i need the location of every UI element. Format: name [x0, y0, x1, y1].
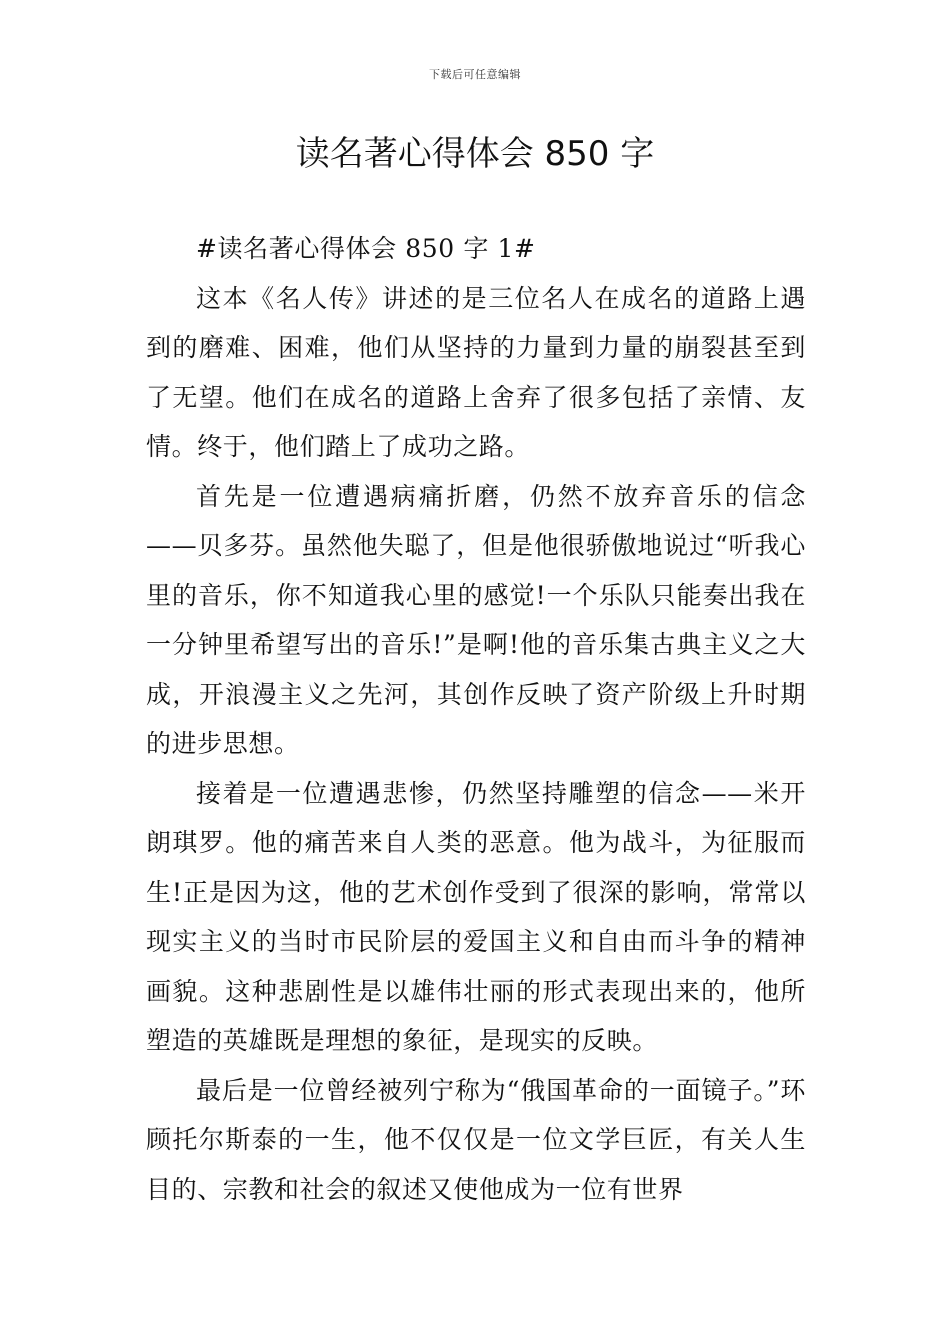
- paragraph-4: 最后是一位曾经被列宁称为“俄国革命的一面镜子。”环顾托尔斯泰的一生，他不仅仅是一位文学巨匠，有关人生目的、宗教和社会的叙述又使他成为一位有世界: [146, 1075, 806, 1204]
- paragraph-3: 接着是一位遭遇悲惨，仍然坚持雕塑的信念——米开朗琪罗。他的痛苦来自人类的恶意。他为战斗，为征服而生!正是因为这，他的艺术创作受到了很深的影响，常常以现实主义的当时市民阶层的爱国主义和自由而斗争的精神画貌。这种悲剧性是以雄伟壮丽的形式表现出来的，他所塑造的英雄既是理想的象征，是现实的反映。: [146, 778, 806, 1055]
- document-body: [146, 224, 806, 1214]
- paragraph-1: 这本《名人传》讲述的是三位名人在成名的道路上遇到的磨难、困难，他们从坚持的力量到力量的崩裂甚至到了无望。他们在成名的道路上舍弃了很多包括了亲情、友情。终于，他们踏上了成功之路。: [146, 283, 806, 461]
- paragraph-2: 首先是一位遭遇病痛折磨，仍然不放弃音乐的信念——贝多芬。虽然他失聪了，但是他很骄傲地说过“听我心里的音乐，你不知道我心里的感觉!一个乐队只能奏出我在一分钟里希望写出的音乐!”是啊!他的音乐集古典主义之大成，开浪漫主义之先河，其创作反映了资产阶级上升时期的进步思想。: [146, 481, 806, 758]
- section-tag: #读名著心得体会 850 字 1#: [196, 234, 536, 263]
- document-title: 读名著心得体会 850 字: [295, 134, 655, 174]
- header-note: 下载后可任意编辑: [429, 68, 521, 81]
